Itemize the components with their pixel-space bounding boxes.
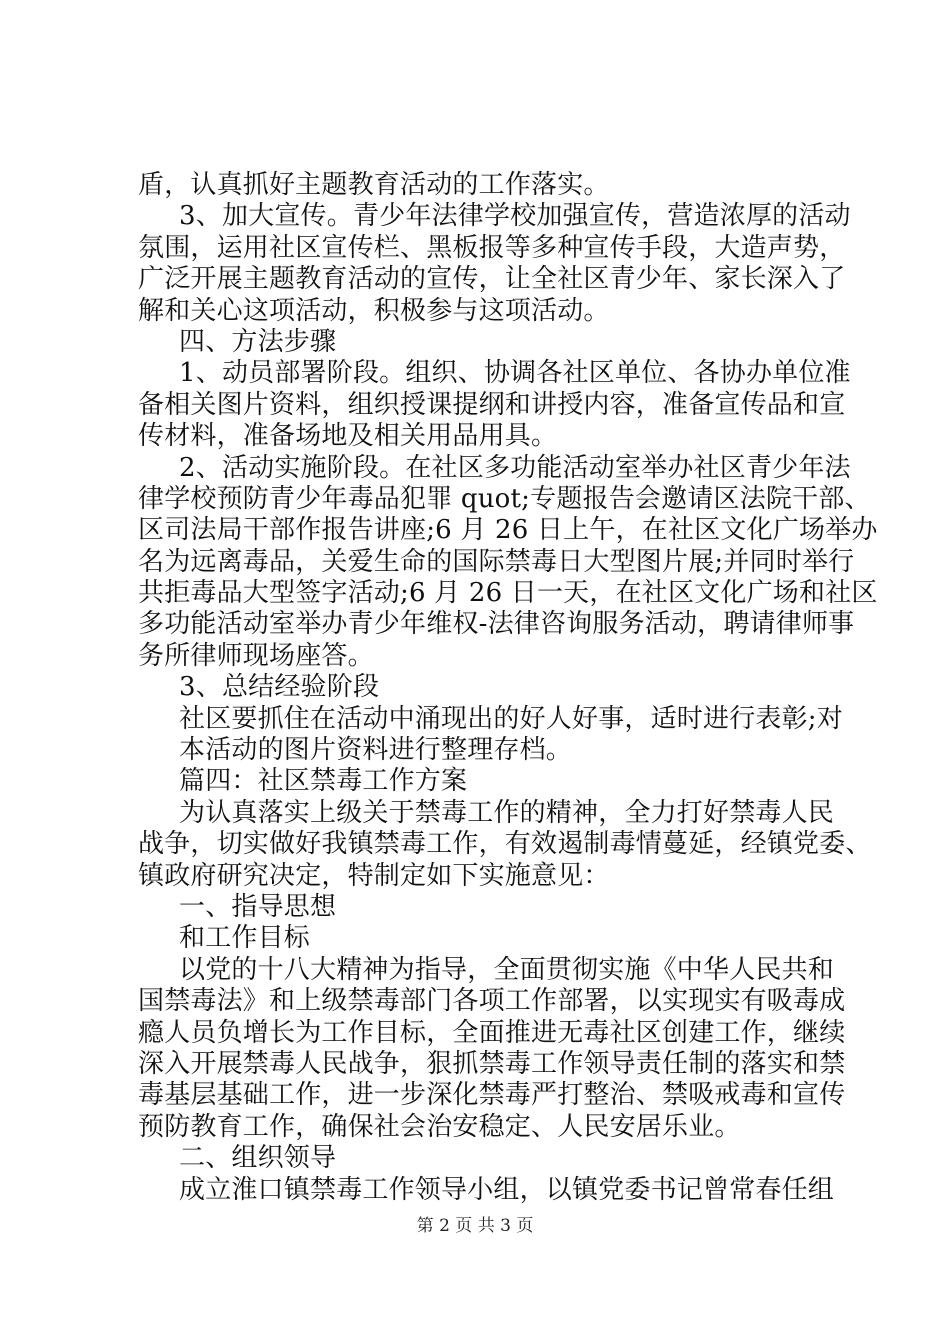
text-line: 3、总结经验阶段 (179, 672, 380, 703)
text-line: 和工作目标 (179, 923, 311, 954)
text-line: 镇政府研究决定，特制定如下实施意见： (138, 860, 610, 891)
text-line: 律学校预防青少年毒品犯罪 quot;专题报告会邀请区法院干部、 (138, 483, 871, 514)
text-line: 战争，切实做好我镇禁毒工作，有效遏制毒情蔓延，经镇党委、 (138, 829, 872, 860)
text-line: 成立淮口镇禁毒工作领导小组，以镇党委书记曾常春任组 (179, 1174, 835, 1205)
page-footer: 第 2 页 共 3 页 (416, 1216, 534, 1236)
text-line: 以党的十八大精神为指导，全面贯彻实施《中华人民共和 (179, 954, 835, 985)
text-line: 区司法局干部作报告讲座;6 月 26 日上午，在社区文化广场举办 (138, 515, 878, 546)
text-line: 2、活动实施阶段。在社区多功能活动室举办社区青少年法 (179, 452, 851, 483)
text-line: 瘾人员负增长为工作目标，全面推进无毒社区创建工作，继续 (138, 1017, 846, 1048)
document-body (138, 170, 878, 1206)
text-line: 盾，认真抓好主题教育活动的工作落实。 (138, 170, 610, 200)
text-line: 3、加大宣传。青少年法律学校加强宣传，营造浓厚的活动 (179, 201, 851, 232)
text-line: 国禁毒法》和上级禁毒部门各项工作部署，以实现实有吸毒成 (138, 986, 846, 1017)
text-line: 预防教育工作，确保社会治安稳定、人民安居乐业。 (138, 1111, 741, 1142)
text-line: 广泛开展主题教育活动的宣传，让全社区青少年、家长深入了 (138, 264, 846, 295)
text-line: 社区要抓住在活动中涌现出的好人好事，适时进行表彰;对 (179, 703, 843, 734)
text-line: 务所律师现场座答。 (138, 640, 374, 671)
text-line: 多功能活动室举办青少年维权-法律咨询服务活动，聘请律师事 (138, 609, 855, 640)
text-line: 名为远离毒品，关爱生命的国际禁毒日大型图片展;并同时举行 (138, 546, 855, 577)
text-line: 四、方法步骤 (179, 326, 337, 357)
text-line: 传材料，准备场地及相关用品用具。 (138, 421, 558, 452)
text-line: 共拒毒品大型签字活动;6 月 26 日一天，在社区文化广场和社区 (138, 578, 878, 609)
text-line: 篇四：社区禁毒工作方案 (179, 766, 468, 797)
text-line: 深入开展禁毒人民战争，狠抓禁毒工作领导责任制的落实和禁 (138, 1048, 846, 1079)
text-line: 为认真落实上级关于禁毒工作的精神，全力打好禁毒人民 (179, 797, 835, 828)
text-line: 二、组织领导 (179, 1143, 337, 1174)
text-line: 一、指导思想 (179, 891, 337, 922)
text-line: 解和关心这项活动，积极参与这项活动。 (138, 295, 610, 326)
text-line: 氛围，运用社区宣传栏、黑板报等多种宣传手段，大造声势， (138, 232, 846, 263)
text-line: 备相关图片资料，组织授课提纲和讲授内容，准备宣传品和宣 (138, 389, 846, 420)
text-line: 1、动员部署阶段。组织、协调各社区单位、各协办单位准 (179, 358, 851, 389)
text-line: 毒基层基础工作，进一步深化禁毒严打整治、禁吸戒毒和宣传 (138, 1080, 846, 1111)
text-line: 本活动的图片资料进行整理存档。 (179, 735, 573, 766)
